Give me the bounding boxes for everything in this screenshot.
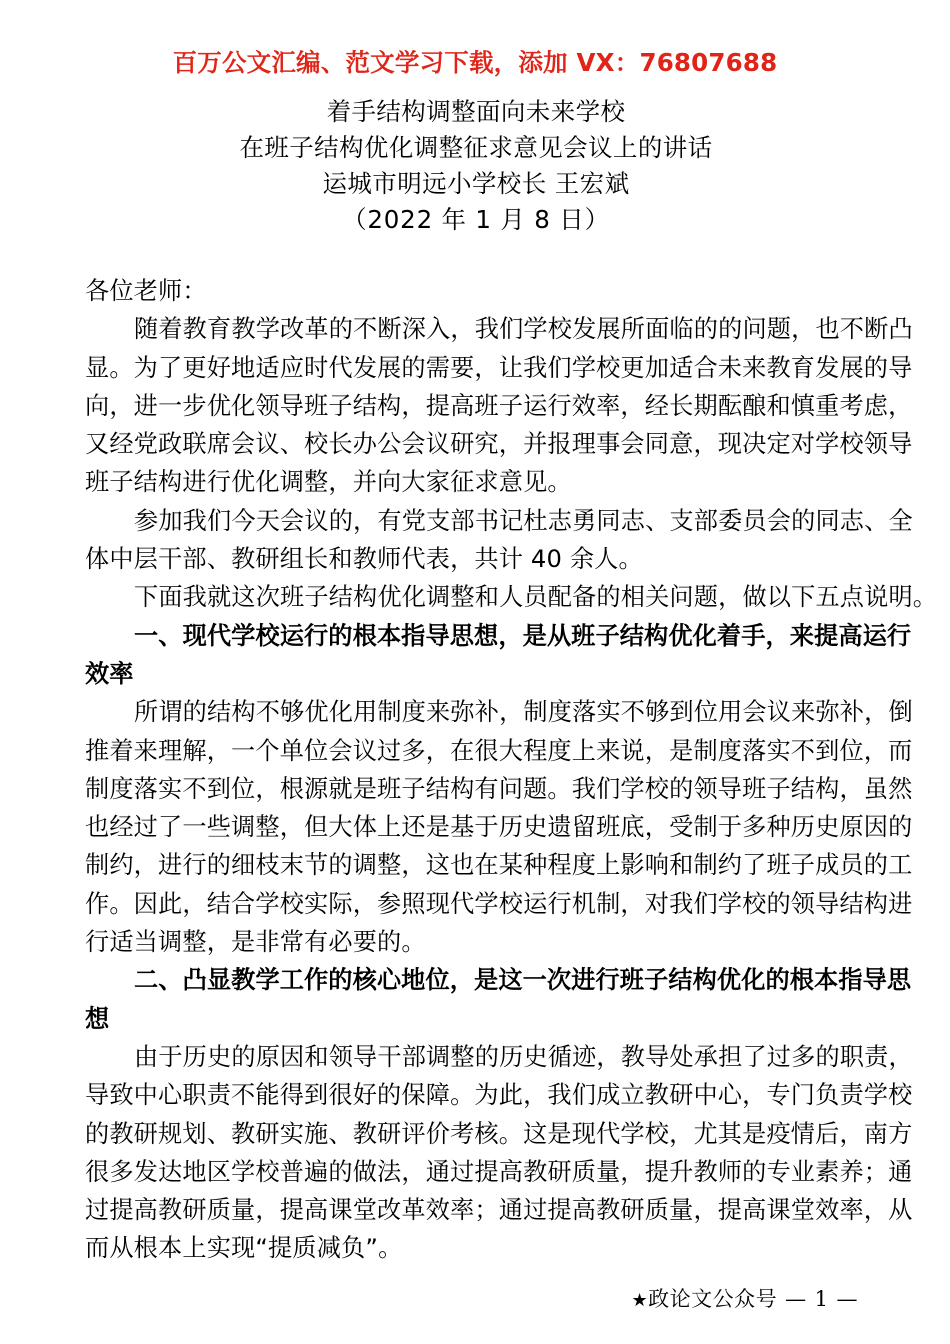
promo-banner: 百万公文汇编、范文学习下载，添加 VX：76807688 <box>172 48 778 77</box>
paragraph-1-line-3: 向，进一步优化领导班子结构，提高班子运行效率，经长期酝酿和慎重考虑， <box>85 391 913 420</box>
document-body <box>85 272 938 1268</box>
paragraph-1-line-2: 显。为了更好地适应时代发展的需要，让我们学校更加适合未来教育发展的导 <box>85 353 913 382</box>
paragraph-2-line-2: 体中层干部、教研组长和教师代表，共计 40 余人。 <box>85 545 643 574</box>
paragraph-4-line-6: 作。因此，结合学校实际，参照现代学校运行机制，对我们学校的领导结构进 <box>85 889 913 918</box>
paragraph-3-line-1: 下面我就这次班子结构优化调整和人员配备的相关问题，做以下五点说明。 <box>134 583 938 612</box>
page-number: 1 <box>814 1287 829 1311</box>
paragraph-4-line-5: 制约，进行的细枝末节的调整，这也在某种程度上影响和制约了班子成员的工 <box>85 851 913 880</box>
footer-dash-right: — <box>836 1287 858 1311</box>
paragraph-4-line-3: 制度落实不到位，根源就是班子结构有问题。我们学校的领导班子结构，虽然 <box>85 774 913 803</box>
section-heading-2-line-1: 二、凸显教学工作的核心地位，是这一次进行班子结构优化的根本指导思 <box>134 966 912 995</box>
title-line-2: 在班子结构优化调整征求意见会议上的讲话 <box>239 133 713 162</box>
title-date: （2022 年 1 月 8 日） <box>342 205 610 234</box>
paragraph-4-line-1: 所谓的结构不够优化用制度来弥补，制度落实不够到位用会议来弥补，倒 <box>134 698 913 727</box>
paragraph-5-line-4: 很多发达地区学校普遍的做法，通过提高教研质量，提升教师的专业素养；通 <box>85 1157 913 1186</box>
title-author: 运城市明远小学校长 王宏斌 <box>322 169 630 198</box>
paragraph-4-line-7: 行适当调整，是非常有必要的。 <box>85 928 426 957</box>
section-heading-1-line-1: 一、现代学校运行的根本指导思想，是从班子结构优化着手，来提高运行 <box>134 621 912 650</box>
footer-dash-left: — <box>785 1287 807 1311</box>
section-heading-1-line-2: 效率 <box>85 659 134 688</box>
paragraph-5-line-5: 过提高教研质量，提高课堂改革效率；通过提高教研质量，提高课堂效率，从 <box>85 1196 913 1225</box>
paragraph-5-line-6: 而从根本上实现“提质减负”。 <box>85 1234 403 1263</box>
title-line-1: 着手结构调整面向未来学校 <box>326 97 626 126</box>
paragraph-4-line-2: 推着来理解，一个单位会议过多，在很大程度上来说，是制度落实不到位，而 <box>85 736 913 765</box>
paragraph-4-line-4: 也经过了一些调整，但大体上还是基于历史遗留班底，受制于多种历史原因的 <box>85 813 913 842</box>
paragraph-5-line-2: 导致中心职责不能得到很好的保障。为此，我们成立教研中心，专门负责学校 <box>85 1081 913 1110</box>
paragraph-1-line-5: 班子结构进行优化调整，并向大家征求意见。 <box>85 468 572 497</box>
paragraph-5-line-3: 的教研规划、教研实施、教研评价考核。这是现代学校，尤其是疫情后，南方 <box>85 1119 913 1148</box>
document-title-block <box>85 94 867 238</box>
star-icon: ★ <box>631 1290 649 1311</box>
paragraph-2-line-1: 参加我们今天会议的，有党支部书记杜志勇同志、支部委员会的同志、全 <box>134 506 913 535</box>
section-heading-2-line-2: 想 <box>85 1004 110 1033</box>
salutation: 各位老师： <box>85 277 207 305</box>
paragraph-1-line-1: 随着教育教学改革的不断深入，我们学校发展所面临的的问题，也不断凸 <box>134 315 913 344</box>
footer-brand: 政论文公众号 <box>648 1287 778 1311</box>
page-footer <box>0 1283 950 1313</box>
paragraph-5-line-1: 由于历史的原因和领导干部调整的历史循迹，教导处承担了过多的职责， <box>134 1042 913 1071</box>
paragraph-1-line-4: 又经党政联席会议、校长办公会议研究，并报理事会同意，现决定对学校领导 <box>85 430 913 459</box>
